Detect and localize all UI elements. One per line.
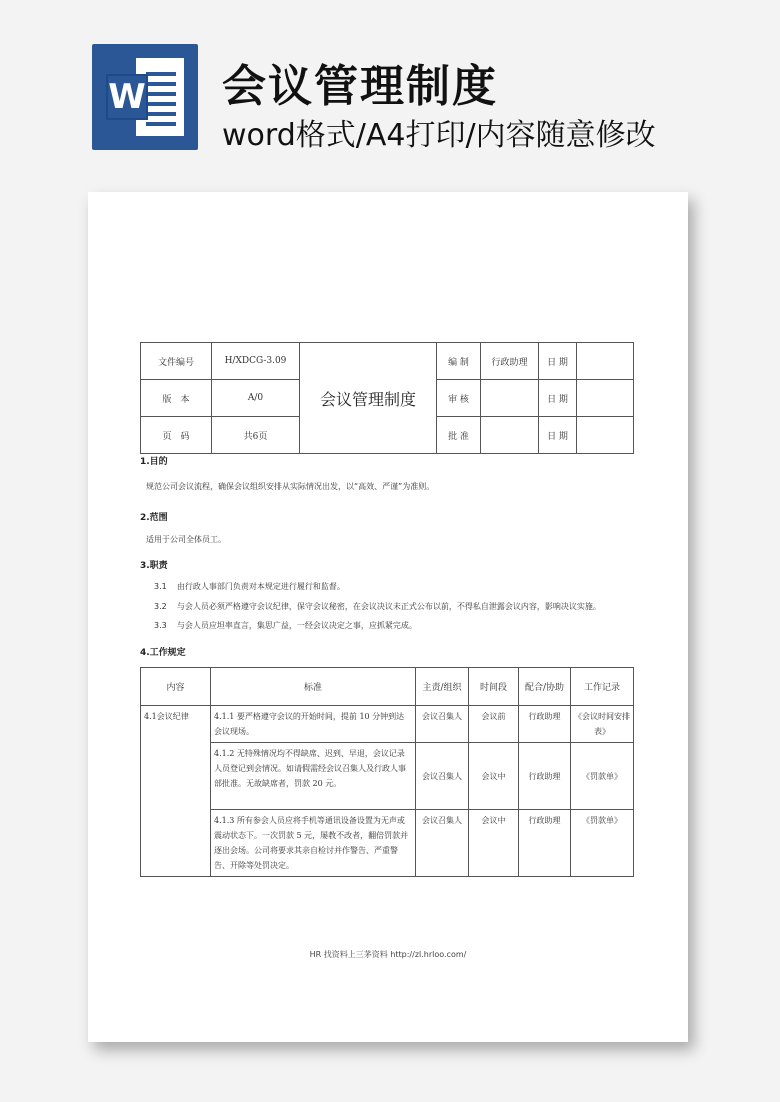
doc-no-value: H/XDCG-3.09 bbox=[212, 343, 300, 380]
document-page bbox=[88, 192, 688, 1042]
column-header: 主责/组织 bbox=[416, 668, 469, 706]
rule-standard: 4.1.1 要严格遵守会议的开始时间，提前 10 分钟到达会议现场。 bbox=[211, 706, 416, 743]
compiled-value: 行政助理 bbox=[481, 343, 539, 380]
version-label: 版 本 bbox=[141, 380, 212, 417]
rule-time: 会议前 bbox=[469, 706, 519, 743]
word-logo bbox=[92, 44, 198, 150]
rule-assist: 行政助理 bbox=[519, 706, 571, 743]
rule-record: 《会议时间安排表》 bbox=[571, 706, 634, 743]
reviewed-label: 审 核 bbox=[437, 380, 481, 417]
document-header-table bbox=[140, 342, 634, 454]
duty-item: 3.3 与会人员应坦率直言，集思广益，一经会议决定之事，应抓紧完成。 bbox=[154, 621, 417, 630]
doc-no-label: 文件编号 bbox=[141, 343, 212, 380]
approved-value bbox=[481, 417, 539, 454]
rule-assist: 行政助理 bbox=[519, 810, 571, 877]
duty-item: 3.1 由行政人事部门负责对本规定进行履行和监督。 bbox=[154, 582, 345, 591]
section-purpose-text: 规范公司会议流程，确保会议组织安排从实际情况出发，以“高效、严谨”为准则。 bbox=[146, 482, 435, 491]
section-duty-title: 3.职责 bbox=[140, 561, 168, 571]
approved-label: 批 准 bbox=[437, 417, 481, 454]
rule-record: 《罚款单》 bbox=[571, 810, 634, 877]
duty-item: 3.2 与会人员必须严格遵守会议纪律，保守会议秘密，在会议决议未正式公布以前，不得私自泄露会议内容，影响决议实施。 bbox=[154, 602, 601, 611]
work-rules-table bbox=[140, 667, 634, 877]
date-label: 日 期 bbox=[539, 343, 577, 380]
rule-standard: 4.1.3 所有参会人员应将手机等通讯设备设置为无声或震动状态下。一次罚款 5 元，屡教不改者，翻倍罚款并逐出会场。公司将要求其亲自检讨并作警告、严重警告、开除等处罚决定。 bbox=[211, 810, 416, 877]
compiled-label: 编 制 bbox=[437, 343, 481, 380]
rule-time: 会议中 bbox=[469, 743, 519, 810]
section-scope-text: 适用于公司全体员工。 bbox=[146, 535, 226, 544]
doc-title: 会议管理制度 bbox=[300, 343, 437, 454]
page-label: 页 码 bbox=[141, 417, 212, 454]
section-work-title: 4.工作规定 bbox=[140, 648, 186, 658]
banner-title: 会议管理制度 bbox=[222, 61, 498, 112]
rule-category: 4.1会议纪律 bbox=[141, 706, 211, 877]
date-value bbox=[577, 380, 634, 417]
page-footer: HR 找资料上三茅资料 http://zl.hrloo.com/ bbox=[309, 950, 467, 959]
column-header: 标准 bbox=[211, 668, 416, 706]
column-header: 工作记录 bbox=[571, 668, 634, 706]
rule-owner: 会议召集人 bbox=[416, 706, 469, 743]
banner-subtitle: word格式/A4打印/内容随意修改 bbox=[222, 118, 656, 153]
table-row bbox=[141, 743, 634, 810]
rule-owner: 会议召集人 bbox=[416, 743, 469, 810]
rule-record: 《罚款单》 bbox=[571, 743, 634, 810]
date-value bbox=[577, 343, 634, 380]
rule-assist: 行政助理 bbox=[519, 743, 571, 810]
section-purpose-title: 1.目的 bbox=[140, 457, 168, 467]
column-header: 配合/协助 bbox=[519, 668, 571, 706]
page-value: 共6页 bbox=[212, 417, 300, 454]
column-header: 内容 bbox=[141, 668, 211, 706]
date-label: 日 期 bbox=[539, 380, 577, 417]
rule-owner: 会议召集人 bbox=[416, 810, 469, 877]
table-row bbox=[141, 810, 634, 877]
column-header: 时间段 bbox=[469, 668, 519, 706]
table-row bbox=[141, 706, 634, 743]
rule-standard: 4.1.2 无特殊情况均不得缺席、迟到、早退，会议记录人员登记到会情况。如请假需经会议召集人及行政人事部批准。无故缺席者，罚款 20 元。 bbox=[211, 743, 416, 810]
word-letter: W bbox=[106, 74, 148, 120]
rule-time: 会议中 bbox=[469, 810, 519, 877]
reviewed-value bbox=[481, 380, 539, 417]
version-value: A/0 bbox=[212, 380, 300, 417]
date-value bbox=[577, 417, 634, 454]
section-scope-title: 2.范围 bbox=[140, 513, 168, 523]
date-label: 日 期 bbox=[539, 417, 577, 454]
